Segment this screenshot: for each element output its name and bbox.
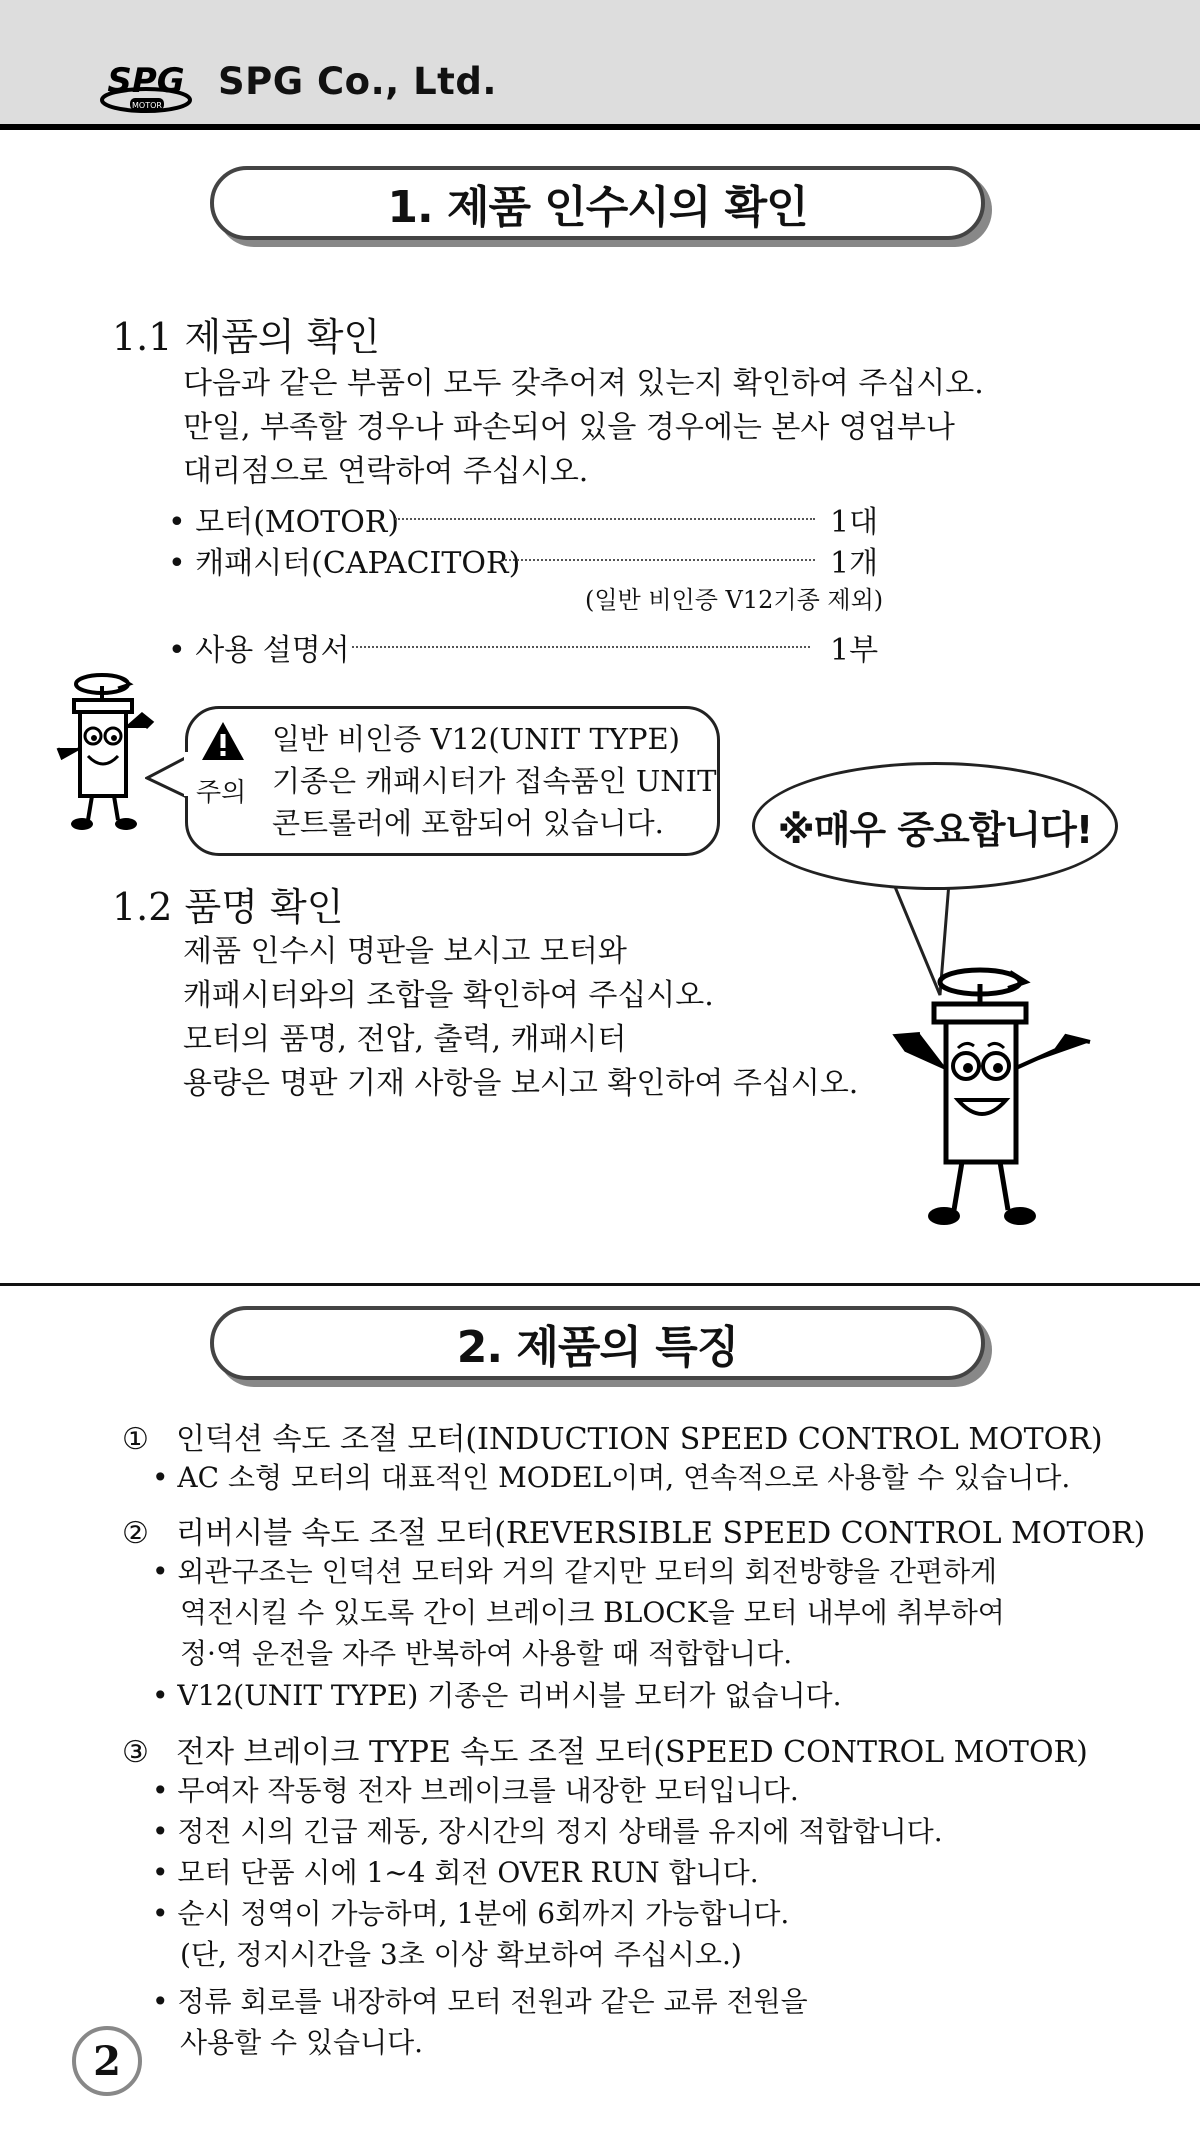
feature-1-number: ① bbox=[122, 1422, 149, 1457]
page-number: 2 bbox=[93, 2037, 121, 2085]
feature-2-bullet-1: • 외관구조는 인덕션 모터와 거의 같지만 모터의 회전방향을 간편하게 역전시킬 수 있도록 간이 브레이크 BLOCK을 모터 내부에 취부하여 정·역 운전을 자주 반복하여 사용할 때 적합합니다. bbox=[152, 1551, 1005, 1674]
bullet-text: 정·역 운전을 자주 반복하여 사용할 때 적합합니다. bbox=[180, 1637, 793, 1670]
item-qty-capacitor: 1개 bbox=[830, 546, 879, 581]
feature-2-bullet-2: • V12(UNIT TYPE) 기종은 리버시블 모터가 없습니다. bbox=[152, 1679, 842, 1712]
feature-3-title-text: 전자 브레이크 TYPE 속도 조절 모터(SPEED CONTROL MOTOR) bbox=[176, 1735, 1088, 1770]
section1-title: 1. 제품 인수시의 확인 bbox=[387, 182, 808, 233]
important-bubble bbox=[752, 762, 1118, 890]
body-line: 캐패시터와의 조합을 확인하여 주십시오. bbox=[183, 978, 714, 1013]
bullet-text: 외관구조는 인덕션 모터와 거의 같지만 모터의 회전방향을 간편하게 bbox=[177, 1555, 998, 1588]
feature-3-bullets: • 무여자 작동형 전자 브레이크를 내장한 모터입니다. • 정전 시의 긴급 제동, 장시간의 정지 상태를 유지에 적합합니다. • 모터 단품 시에 1~4 회전 OVER RUN 합니다. • 순시 정역이 가능하며, 1분에 6회까지 가능합니다. (단, 정지시간을 3초 이상 확보하여 주십시오.) • 정류 회로를 내장하여 모터 전원과 같은 교류 전원을 사용할 수 있습니다. bbox=[152, 1770, 943, 2063]
feature-1-title-text: 인덕션 속도 조절 모터(INDUCTION SPEED CONTROL MOTOR) bbox=[176, 1422, 1103, 1457]
section1-1-body bbox=[183, 362, 984, 494]
bullet-text: 사용할 수 있습니다. bbox=[180, 2026, 424, 2059]
feature-2-title-text: 리버시블 속도 조절 모터(REVERSIBLE SPEED CONTROL MOTOR) bbox=[176, 1516, 1146, 1551]
leader-dots bbox=[352, 646, 810, 648]
body-line: 다음과 같은 부품이 모두 갖추어져 있는지 확인하여 주십시오. bbox=[183, 366, 984, 401]
bullet-text: 역전시킬 수 있도록 간이 브레이크 BLOCK을 모터 내부에 취부하여 bbox=[180, 1596, 1005, 1629]
section1-2-body bbox=[183, 930, 858, 1106]
mascot-large-icon bbox=[862, 958, 1124, 1238]
section1-title-banner bbox=[210, 166, 985, 240]
callout-tail-cover bbox=[184, 748, 192, 800]
caution-text bbox=[272, 718, 716, 844]
logo-text: SPG bbox=[107, 62, 185, 101]
body-line: 만일, 부족할 경우나 파손되어 있을 경우에는 본사 영업부나 bbox=[183, 410, 955, 445]
logo-sub-text: MOTOR bbox=[132, 101, 162, 110]
company-name: SPG Co., Ltd. bbox=[218, 60, 497, 103]
bullet-text: V12(UNIT TYPE) 기종은 리버시블 모터가 없습니다. bbox=[177, 1679, 842, 1712]
feature-1-bullet-1: • AC 소형 모터의 대표적인 MODEL이며, 연속적으로 사용할 수 있습니다. bbox=[152, 1461, 1071, 1494]
bullet-text: (단, 정지시간을 3초 이상 확보하여 주십시오.) bbox=[180, 1938, 742, 1971]
section-divider bbox=[0, 1283, 1200, 1286]
bullet-text: 순시 정역이 가능하며, 1분에 6회까지 가능합니다. bbox=[177, 1897, 790, 1930]
item-label-motor: • 모터(MOTOR) bbox=[168, 505, 400, 540]
body-line: 용량은 명판 기재 사항을 보시고 확인하여 주십시오. bbox=[183, 1066, 859, 1101]
feature-1-title bbox=[122, 1414, 1103, 1458]
bullet-text: 무여자 작동형 전자 브레이크를 내장한 모터입니다. bbox=[177, 1774, 799, 1807]
caution-line: 일반 비인증 V12(UNIT TYPE) bbox=[272, 722, 680, 756]
item-qty-motor: 1대 bbox=[830, 505, 879, 540]
bullet-text: AC 소형 모터의 대표적인 MODEL이며, 연속적으로 사용할 수 있습니다. bbox=[177, 1461, 1071, 1494]
bullet-text: 정류 회로를 내장하여 모터 전원과 같은 교류 전원을 bbox=[177, 1985, 808, 2018]
feature-2-number: ② bbox=[122, 1516, 149, 1551]
body-line: 대리점으로 연락하여 주십시오. bbox=[183, 454, 589, 489]
section2-title-banner bbox=[210, 1306, 985, 1380]
bullet-text: 모터 단품 시에 1~4 회전 OVER RUN 합니다. bbox=[177, 1856, 759, 1889]
caution-label: 주의 bbox=[196, 778, 247, 808]
item-qty-manual: 1부 bbox=[830, 633, 879, 668]
feature-2-title bbox=[122, 1508, 1145, 1552]
bullet-text: 정전 시의 긴급 제동, 장시간의 정지 상태를 유지에 적합합니다. bbox=[177, 1815, 943, 1848]
item-label-manual: • 사용 설명서 bbox=[168, 633, 350, 668]
section1-1-heading: 1.1 제품의 확인 bbox=[112, 315, 381, 359]
page-number-badge bbox=[72, 2026, 142, 2096]
feature-3-title bbox=[122, 1727, 1088, 1771]
section1-2-heading: 1.2 품명 확인 bbox=[112, 885, 344, 929]
caution-line: 콘트롤러에 포함되어 있습니다. bbox=[272, 806, 664, 840]
item-note: (일반 비인증 V12기종 제외) bbox=[585, 586, 884, 614]
caution-line: 기종은 캐패시터가 접속품인 UNIT bbox=[272, 764, 717, 798]
warning-triangle-icon bbox=[200, 720, 246, 762]
leader-dots bbox=[395, 518, 815, 520]
feature-3-number: ③ bbox=[122, 1735, 149, 1770]
body-line: 제품 인수시 명판을 보시고 모터와 bbox=[183, 934, 627, 969]
item-label-capacitor: • 캐패시터(CAPACITOR) bbox=[168, 546, 521, 581]
spg-logo-icon bbox=[92, 62, 200, 114]
important-text: ※매우 중요합니다! bbox=[777, 807, 1093, 852]
section2-title: 2. 제품의 특징 bbox=[456, 1322, 739, 1373]
body-line: 모터의 품명, 전압, 출력, 캐패시터 bbox=[183, 1022, 627, 1057]
leader-dots bbox=[505, 559, 815, 561]
